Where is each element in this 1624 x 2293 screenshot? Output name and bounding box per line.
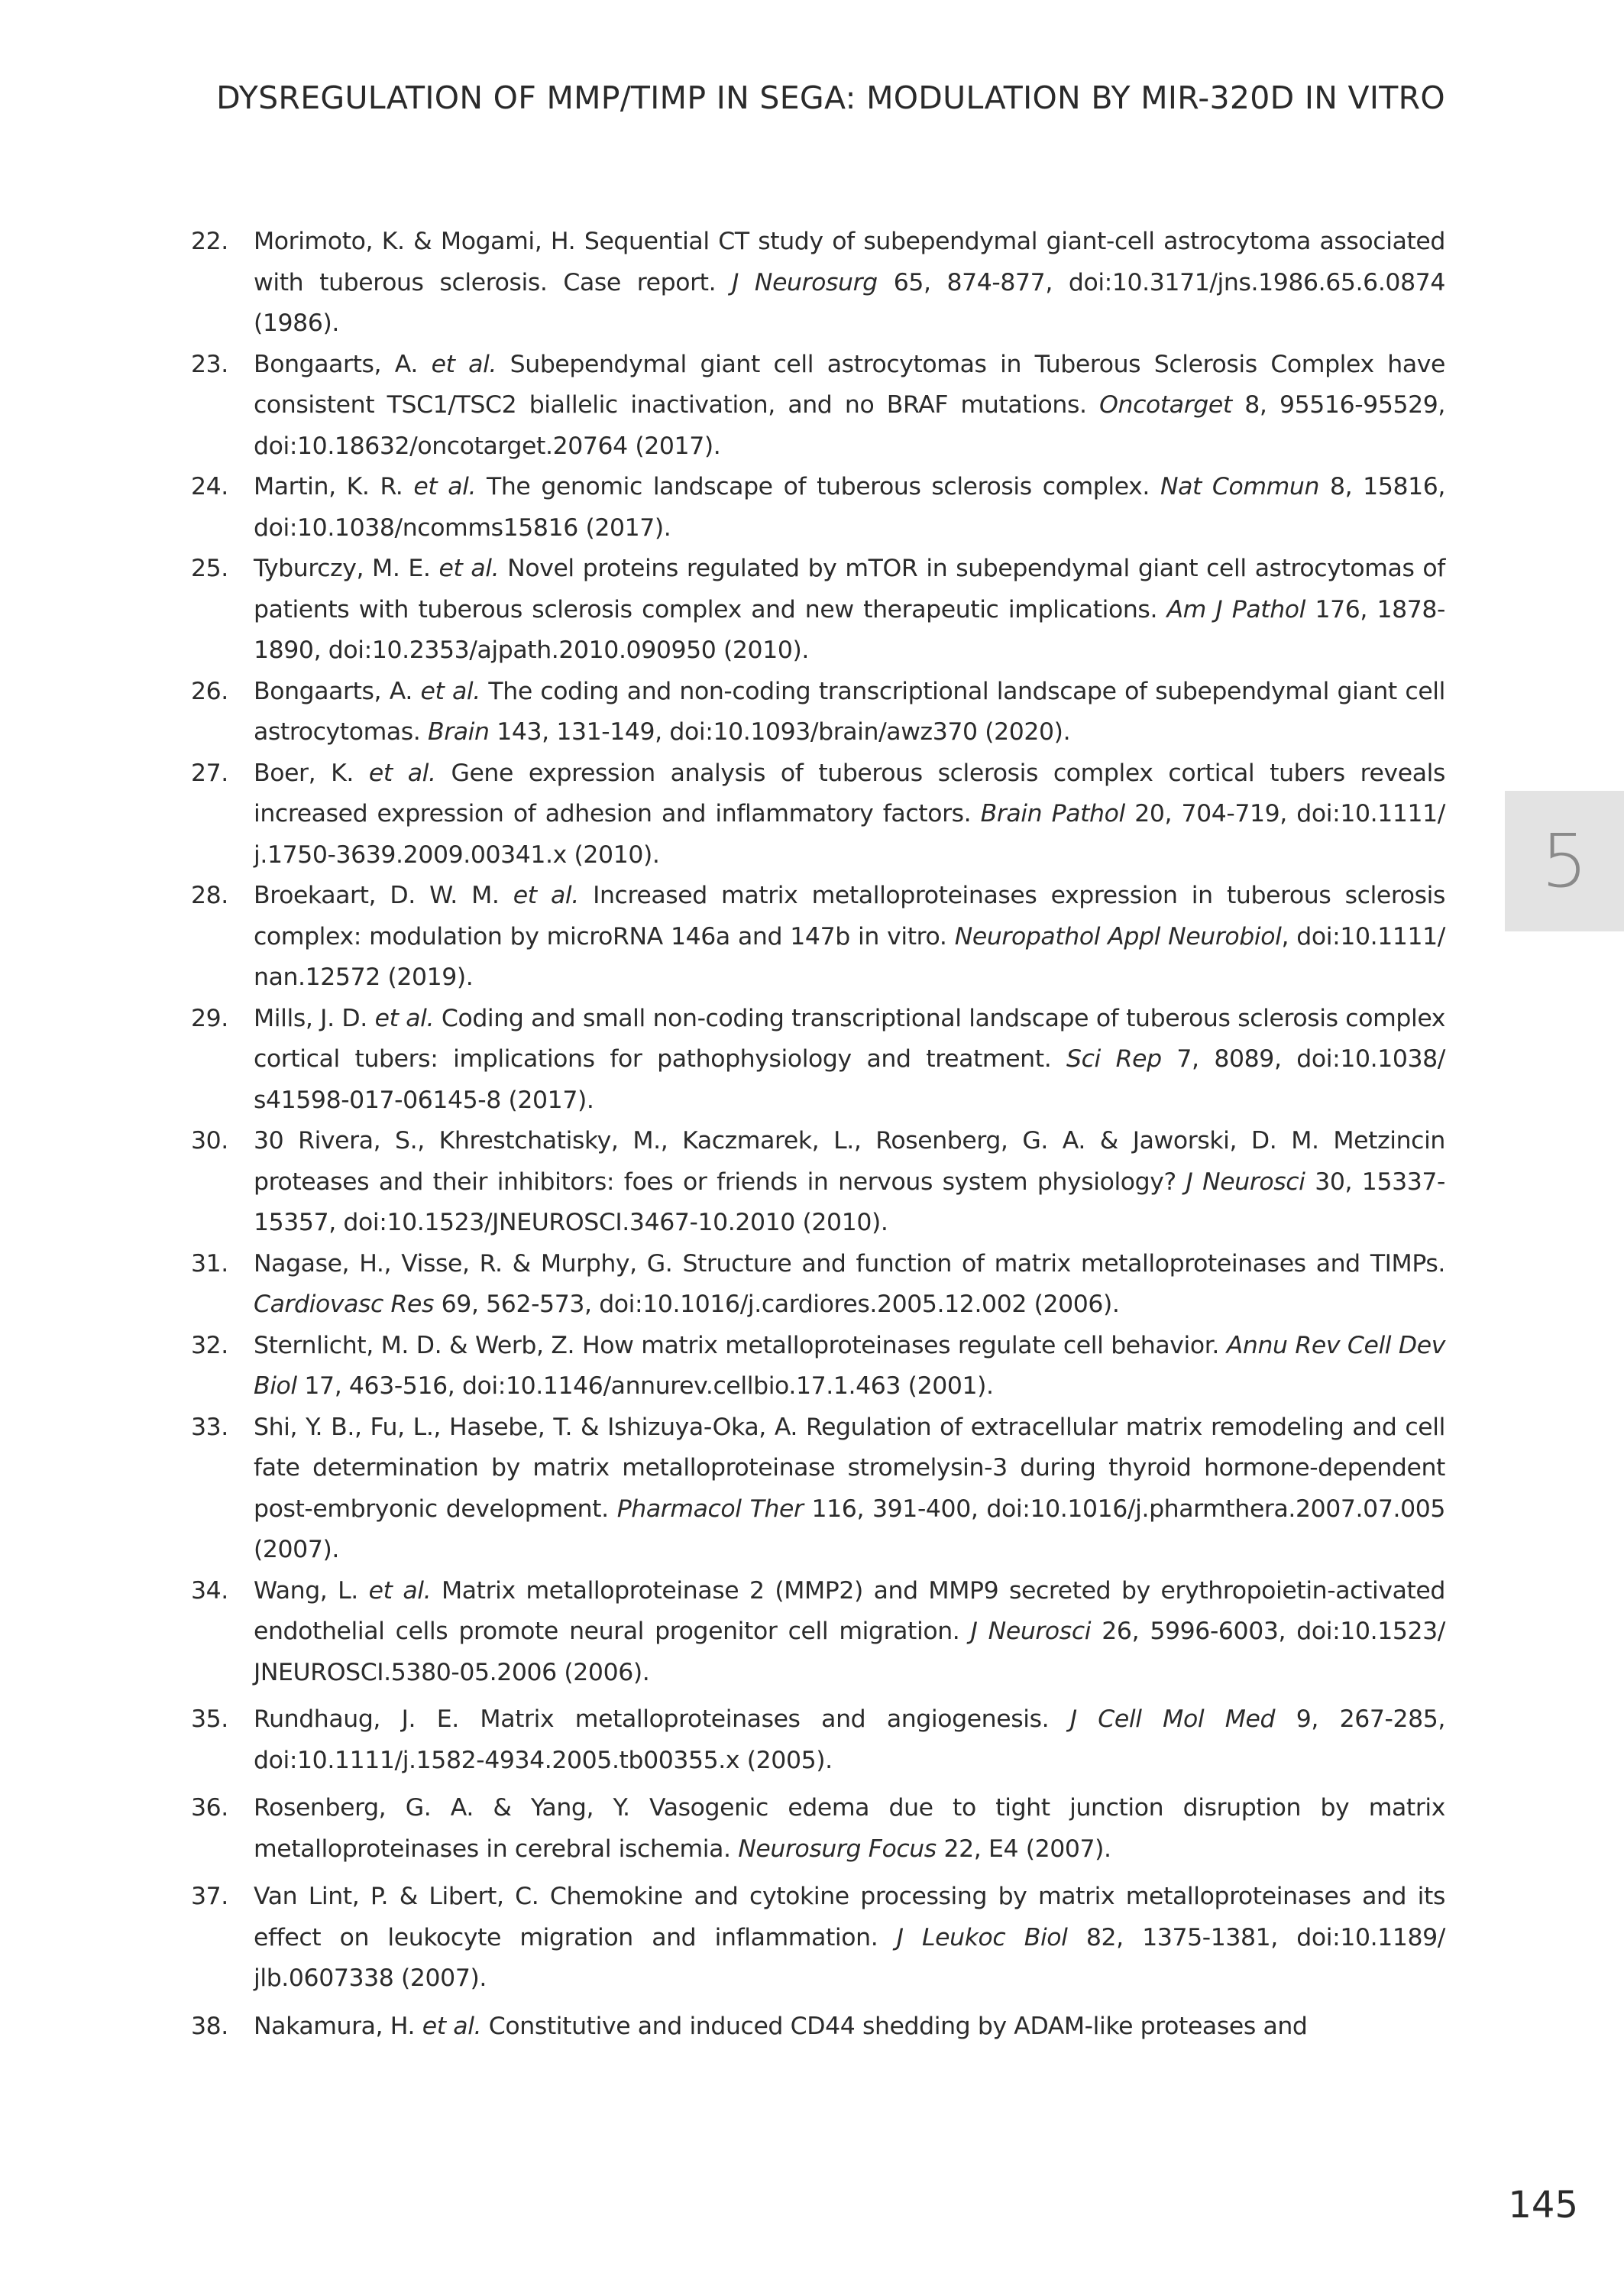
reference-details: 9, 267-285, doi:10.1111/j.1582-4934.2005.tb00355.x (2005). [254, 1705, 1445, 1774]
et-al: et al. [368, 1576, 432, 1605]
reference-details: 176, 1878-1890, doi:10.2353/ajpath.2010.090950 (2010). [254, 595, 1445, 664]
journal-name: J Leukoc Biol [896, 1923, 1068, 1951]
reference-number: 22. [191, 228, 228, 255]
et-al: et al. [438, 555, 500, 582]
chapter-tab [1505, 791, 1624, 931]
reference-item [191, 467, 1445, 549]
reference-number: 36. [191, 1794, 228, 1822]
reference-details: 26, 5996-6003, doi:10.1523/ JNEUROSCI.5380-05.2006 (2006). [254, 1618, 1445, 1686]
reference-details: 8, 15816, doi:10.1038/ncomms15816 (2017). [254, 473, 1445, 542]
reference-title: Novel proteins regulated by mTOR in subependymal giant cell astrocytomas of patients with tuberous sclerosis complex and new therapeutic implications. [254, 555, 1445, 623]
reference-title: Constitutive and induced CD44 shedding by ADAM-like proteases and [481, 2012, 1308, 2040]
reference-item [191, 1788, 1445, 1870]
reference-details: 17, 463-516, doi:10.1146/annurev.cellbio.17.1.463 (2001). [296, 1372, 994, 1400]
reference-number: 23. [191, 350, 228, 378]
reference-details: 82, 1375-1381, doi:10.1189/ jlb.0607338 (2007). [254, 1923, 1445, 1992]
reference-text: Rundhaug, J. E. Matrix metalloproteinases and angiogenesis. [254, 1705, 1070, 1733]
reference-number: 24. [191, 473, 228, 500]
reference-title: Gene expression analysis of tuberous sclerosis complex cortical tubers reveals increased expression of adhesion and inflammatory factors. [254, 759, 1445, 827]
reference-text: Shi, Y. B., Fu, L., Hasebe, T. & Ishizuya-Oka, A. Regulation of extracellular matrix remodeling and cell fate determination by matrix metalloproteinase stromelysin-3 during thyroid hormone-dependent post-embryonic development. [254, 1413, 1445, 1523]
journal-name: J Neurosurg [732, 268, 878, 296]
journal-name: Annu Rev Cell Dev Biol [254, 1331, 1446, 1400]
et-al: et al. [374, 1004, 435, 1032]
journal-name: Brain Pathol [980, 800, 1125, 827]
reference-number: 31. [191, 1249, 228, 1278]
journal-name: Neuropathol Appl Neurobiol [954, 922, 1282, 951]
reference-item [191, 672, 1445, 753]
et-al: et al. [513, 882, 579, 909]
et-al: et al. [431, 350, 497, 378]
journal-name: J Neurosci [970, 1618, 1092, 1645]
reference-item [191, 1571, 1445, 1694]
reference-number: 27. [191, 759, 228, 787]
reference-item [191, 222, 1445, 345]
reference-title: Increased matrix metalloproteinases expression in tuberous sclerosis complex: modulation by microRNA 146a and 147b in vitro. [254, 882, 1446, 951]
reference-number: 29. [191, 1004, 228, 1032]
reference-details: , doi:10.1111/ nan.12572 (2019). [254, 922, 1445, 991]
journal-name: Neurosurg Focus [738, 1835, 937, 1863]
running-header: DYSREGULATION OF MMP/TIMP IN SEGA: MODULATION BY MIR-320D IN VITRO [216, 79, 1445, 116]
reference-item [191, 345, 1445, 468]
reference-authors: Broekaart, D. W. M. [254, 882, 513, 909]
reference-authors: Boer, K. [254, 759, 369, 787]
journal-name: Brain [428, 718, 490, 746]
reference-details: 116, 391-400, doi:10.1016/j.pharmthera.2007.07.005 (2007). [254, 1495, 1445, 1563]
reference-item [191, 1326, 1445, 1407]
reference-text: Nagase, H., Visse, R. & Murphy, G. Structure and function of matrix metalloproteinases and TIMPs. [254, 1249, 1445, 1278]
journal-name: Pharmacol Ther [616, 1495, 804, 1523]
reference-details: 69, 562-573, doi:10.1016/j.cardiores.2005.12.002 (2006). [434, 1291, 1120, 1318]
reference-number: 35. [191, 1705, 228, 1733]
reference-authors: Tyburczy, M. E. [254, 555, 439, 582]
reference-item [191, 549, 1445, 672]
reference-item [191, 1244, 1445, 1326]
et-al: et al. [420, 677, 480, 705]
et-al: et al. [368, 759, 436, 787]
reference-title: Coding and small non-coding transcriptional landscape of tuberous sclerosis complex cortical tubers: implications for pathophysiology and treatment. [254, 1004, 1445, 1073]
reference-number: 33. [191, 1413, 228, 1441]
reference-text: Morimoto, K. & Mogami, H. Sequential CT study of subependymal giant-cell astrocytoma associated with tuberous sclerosis. Case report. [254, 228, 1445, 296]
reference-authors: Nakamura, H. [254, 2012, 422, 2040]
reference-item [191, 2006, 1445, 2048]
reference-text: Rosenberg, G. A. & Yang, Y. Vasogenic edema due to tight junction disruption by matrix metalloproteinases in cerebral ischemia. [254, 1794, 1445, 1863]
reference-details: 20, 704-719, doi:10.1111/ j.1750-3639.2009.00341.x (2010). [254, 800, 1445, 869]
reference-item [191, 1699, 1445, 1781]
reference-number: 25. [191, 555, 228, 582]
journal-name: Oncotarget [1099, 391, 1232, 419]
reference-number: 34. [191, 1576, 228, 1605]
et-al: et al. [422, 2012, 482, 2040]
chapter-number: 5 [1541, 818, 1588, 904]
reference-title: Subependymal giant cell astrocytomas in Tuberous Sclerosis Complex have consistent TSC1/TSC2 biallelic inactivation, and no BRAF mutations. [254, 350, 1445, 419]
page-number: 145 [1508, 2184, 1578, 2227]
reference-details: 7, 8089, doi:10.1038/ s41598-017-06145-8 (2017). [254, 1045, 1445, 1114]
reference-details: 30, 15337-15357, doi:10.1523/JNEUROSCI.3467-10.2010 (2010). [254, 1168, 1445, 1236]
journal-name: J Neurosci [1186, 1168, 1305, 1196]
reference-number: 32. [191, 1331, 228, 1359]
reference-item [191, 1407, 1445, 1571]
reference-authors: Bongaarts, A. [254, 350, 432, 378]
reference-authors: Martin, K. R. [254, 473, 414, 500]
reference-number: 37. [191, 1883, 228, 1910]
reference-title: Matrix metalloproteinase 2 (MMP2) and MMP9 secreted by erythropoietin-activated endothelial cells promote neural progenitor cell migration. [254, 1576, 1445, 1645]
reference-number: 26. [191, 677, 228, 705]
journal-name: J Cell Mol Med [1069, 1705, 1276, 1733]
reference-title: The coding and non-coding transcriptional landscape of subependymal giant cell astrocytomas. [254, 677, 1446, 746]
reference-authors: Mills, J. D. [254, 1004, 375, 1032]
reference-text: Van Lint, P. & Libert, C. Chemokine and cytokine processing by matrix metalloproteinases and its effect on leukocyte migration and inflammation. [254, 1883, 1445, 1951]
journal-name: Cardiovasc Res [254, 1291, 435, 1318]
reference-details: 8, 95516-95529, doi:10.18632/oncotarget.20764 (2017). [254, 391, 1445, 460]
journal-name: Sci Rep [1066, 1045, 1162, 1073]
reference-number: 30. [191, 1127, 228, 1155]
reference-item [191, 753, 1445, 876]
reference-details: 65, 874-877, doi:10.3171/jns.1986.65.6.0874 (1986). [254, 268, 1445, 337]
reference-title: The genomic landscape of tuberous sclerosis complex. [476, 473, 1160, 500]
reference-number: 28. [191, 882, 228, 909]
reference-list [191, 222, 1445, 2047]
reference-authors: Bongaarts, A. [254, 677, 421, 705]
reference-text: 30 Rivera, S., Khrestchatisky, M., Kaczmarek, L., Rosenberg, G. A. & Jaworski, D. M. Metzincin proteases and their inhibitors: foes or friends in nervous system physiology? [254, 1127, 1445, 1196]
reference-item [191, 999, 1445, 1122]
reference-item [191, 1877, 1445, 2000]
reference-number: 38. [191, 2012, 228, 2040]
journal-name: Am J Pathol [1166, 595, 1305, 623]
reference-details: 22, E4 (2007). [936, 1835, 1111, 1863]
reference-authors: Wang, L. [254, 1576, 369, 1605]
journal-name: Nat Commun [1160, 473, 1320, 500]
et-al: et al. [413, 473, 477, 500]
reference-item [191, 1121, 1445, 1244]
reference-item [191, 876, 1445, 999]
reference-details: 143, 131-149, doi:10.1093/brain/awz370 (2020). [489, 718, 1071, 746]
reference-text: Sternlicht, M. D. & Werb, Z. How matrix metalloproteinases regulate cell behavior. [254, 1331, 1227, 1359]
